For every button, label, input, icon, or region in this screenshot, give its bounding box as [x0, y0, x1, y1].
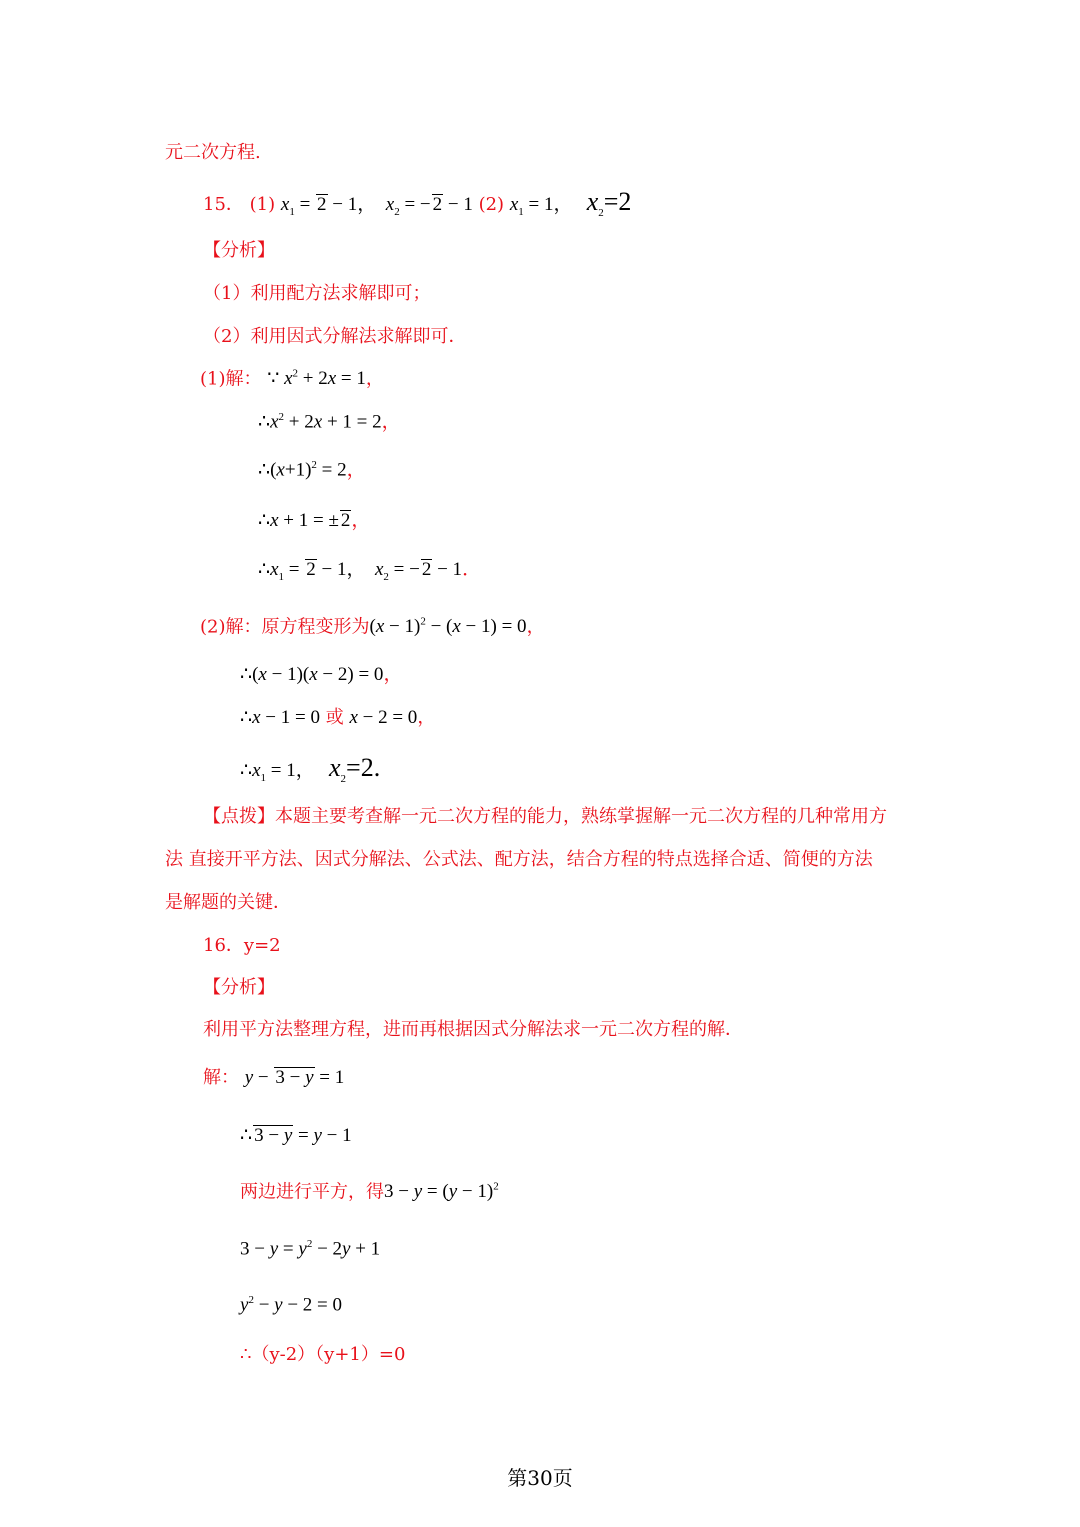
q16-step1: 解： y − 3 − y = 1	[203, 1067, 345, 1088]
q15-analysis-label: 【分析】	[203, 240, 275, 261]
q16-step6: ∴（y-2）（y+1）=0	[240, 1344, 406, 1365]
q16-analysis-label: 【分析】	[203, 977, 275, 998]
page-number: 第30页	[507, 1466, 573, 1490]
q15-sol2-label: (2)解：原方程变形为	[200, 616, 370, 638]
q15-sol1-label: (1)解：	[200, 368, 262, 390]
q16-step5: $y^2 - y - 2 = 0$	[240, 1294, 343, 1316]
q16-answer-line	[203, 935, 281, 957]
q15-sol1-step3: $\therefore(x+1)^2 = 2$，	[258, 459, 366, 481]
q15-tip-label: 【点拨】	[203, 806, 275, 827]
q16-answer: y=2	[243, 935, 281, 956]
q15-sol1-step1: (1)解： ∵ $x^2 + 2x = 1$，	[200, 368, 384, 390]
q16-analysis: 利用平方法整理方程，进而再根据因式分解法求一元二次方程的解．	[203, 1019, 743, 1040]
q15-analysis-1: （1）利用配方法求解即可；	[203, 283, 431, 304]
q15-sol2-step2: ∴(x − 1)(x − 2) = 0，	[240, 664, 403, 685]
q15-sol1-step2: $\therefore x^2 + 2x + 1 = 2$，	[258, 411, 401, 433]
q15-tip-line3: 是解题的关键．	[165, 892, 291, 913]
q16-step2: ∴ 3 − y = y − 1	[240, 1125, 352, 1146]
q15-sol2-step3: ∴x − 1 = 0 或 x − 2 = 0，	[240, 707, 436, 728]
q15-number: 15．	[203, 194, 244, 215]
q15-part1-marker: (1)	[249, 194, 276, 215]
q15-answer-line	[203, 186, 631, 220]
q15-analysis-2: （2）利用因式分解法求解即可．	[203, 326, 467, 347]
q15-sol2-step1: (2)解：原方程变形为$(x - 1)^2 - (x - 1) = 0$，	[200, 616, 545, 638]
q15-sol1-step5: $\therefore x_1 = 2 - 1$， $x_2$ = − 2 − 1．	[258, 559, 482, 583]
q15-sol1-step4: ∴x + 1 = ± 2，	[258, 510, 371, 531]
q16-square-text: 两边进行平方，得	[240, 1181, 384, 1203]
q15-answer-2: $x_1 = 1$， $x_2=2$	[509, 187, 632, 220]
q15-tip-line1: 【点拨】本题主要考查解一元二次方程的能力，熟练掌握解一元二次方程的几种常用方	[203, 806, 887, 827]
q16-step4: $3 - y = y^2 - 2y + 1$	[240, 1238, 381, 1260]
or-word: 或	[325, 707, 344, 728]
q15-part2-marker: (2)	[478, 194, 505, 215]
q16-number: 16．	[203, 935, 244, 956]
q15-answer-1: $x_1 = 2 - 1$， $x_2$ = − 2 − 1	[280, 194, 473, 218]
continuation-text: 元二次方程.	[165, 142, 261, 163]
q15-tip-line2: 法 直接开平方法、因式分解法、公式法、配方法，结合方程的特点选择合适、简便的方法	[165, 849, 873, 870]
q16-sol-label: 解：	[203, 1067, 239, 1088]
q15-sol2-step4: $\therefore x_1 = 1$， $x_2=2$.	[240, 753, 381, 786]
q16-step3: 两边进行平方，得$3 - y = (y - 1)^2$	[240, 1181, 499, 1203]
